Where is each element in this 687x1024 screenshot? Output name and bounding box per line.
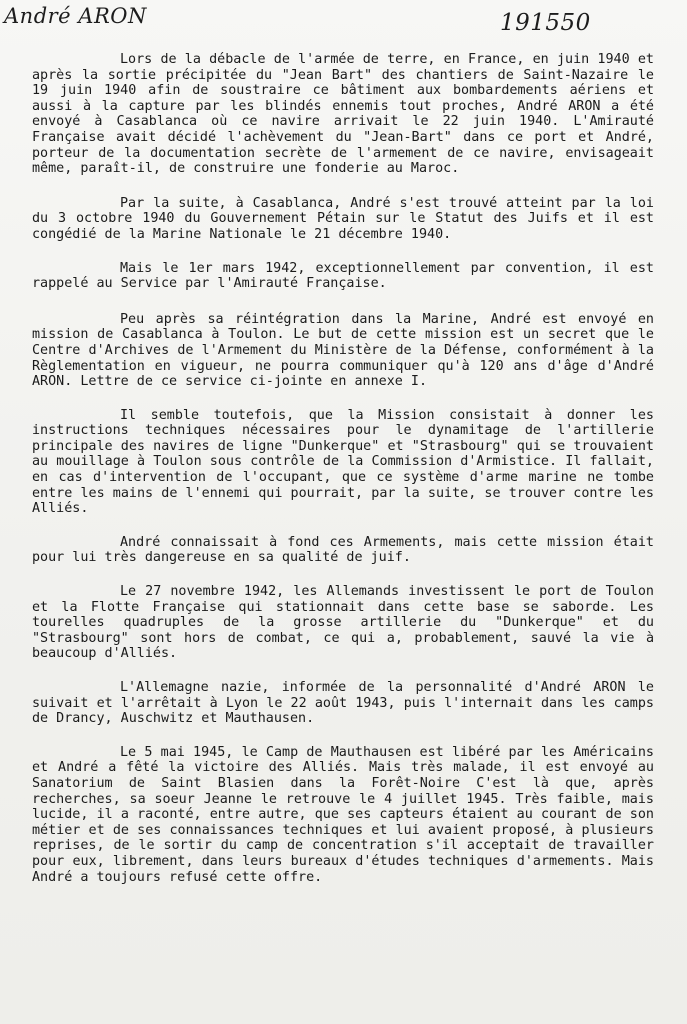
paragraph: Le 5 mai 1945, le Camp de Mauthausen est libéré par les Américains et André a fêté la victoire des Alliés. Mais très malade, il est envoyé au Sanatorium de Saint Blasien dans la Forêt-Noire C'est là que, après recherches, sa soeur Jeanne le retrouve le 4 juillet 1945. Très faible, mais lucide, il a raconté, entre autre, que ses capteurs étaient au courant de son métier et de ses connaissances techniques et lui avaient proposé, à plusieurs reprises, de le sortir du camp de concentration s'il acceptait de travailler pour eux, librement, dans leurs bureaux d'études techniques d'armements. Mais André a toujours refusé cette offre. [32, 744, 654, 885]
paragraph: Mais le 1er mars 1942, exceptionnellement par convention, il est rappelé au Service par l'Amirauté Française. [32, 260, 654, 292]
paragraph: L'Allemagne nazie, informée de la personnalité d'André ARON le suivait et l'arrêtait à Lyon le 22 août 1943, puis l'internait dans les camps de Drancy, Auschwitz et Mauthausen. [32, 680, 654, 727]
document-body [32, 52, 654, 903]
paragraph: Peu après sa réintégration dans la Marine, André est envoyé en mission de Casablanca à Toulon. Le but de cette mission est un secret que le Centre d'Archives de l'Armement du Ministère de la Défense, conformément à la Règlementation en vigueur, ne pourra communiquer qu'à 120 ans d'âge d'André ARON. Lettre de ce service ci-jointe en annexe I. [32, 311, 654, 390]
paragraph: André connaissait à fond ces Armements, mais cette mission était pour lui très dangereuse en sa qualité de juif. [32, 534, 654, 566]
paragraph: Lors de la débacle de l'armée de terre, en France, en juin 1940 et après la sortie précipitée du "Jean Bart" des chantiers de Saint-Nazaire le 19 juin 1940 afin de soustraire ce bâtiment aux bombardements aériens et aussi à la capture par les blindés ennemis tout proches, André ARON a été envoyé à Casablanca où ce navire arrivait le 22 juin 1940. L'Amirauté Française avait décidé l'achèvement du "Jean-Bart" dans ce port et André, porteur de la documentation secrète de l'armement de ce navire, envisageait même, paraît-il, de construire une fonderie au Maroc. [32, 52, 654, 177]
paragraph: Le 27 novembre 1942, les Allemands investissent le port de Toulon et la Flotte Française qui stationnait dans cette base se saborde. Les tourelles quadruples de la grosse artillerie du "Dunkerque" et du "Strasbourg" sont hors de combat, ce qui a, probablement, sauvé la vie à beaucoup d'Alliés. [32, 584, 654, 662]
author-handwritten: André ARON [4, 4, 147, 28]
paragraph: Il semble toutefois, que la Mission consistait à donner les instructions techniques nécessaires pour le dynamitage de l'artillerie principale des navires de ligne "Dunkerque" et "Strasbourg" qui se trouvaient au mouillage à Toulon sous contrôle de la Commission d'Armistice. Il fallait, en cas d'intervention de l'occupant, que ce système d'arme marine ne tombe entre les mains de l'ennemi qui pourrait, par la suite, se trouver contre les Alliés. [32, 407, 654, 517]
paragraph: Par la suite, à Casablanca, André s'est trouvé atteint par la loi du 3 octobre 1940 du Gouvernement Pétain sur le Statut des Juifs et il est congédié de la Marine Nationale le 21 décembre 1940. [32, 195, 654, 242]
document-number-handwritten: 191550 [500, 10, 591, 36]
